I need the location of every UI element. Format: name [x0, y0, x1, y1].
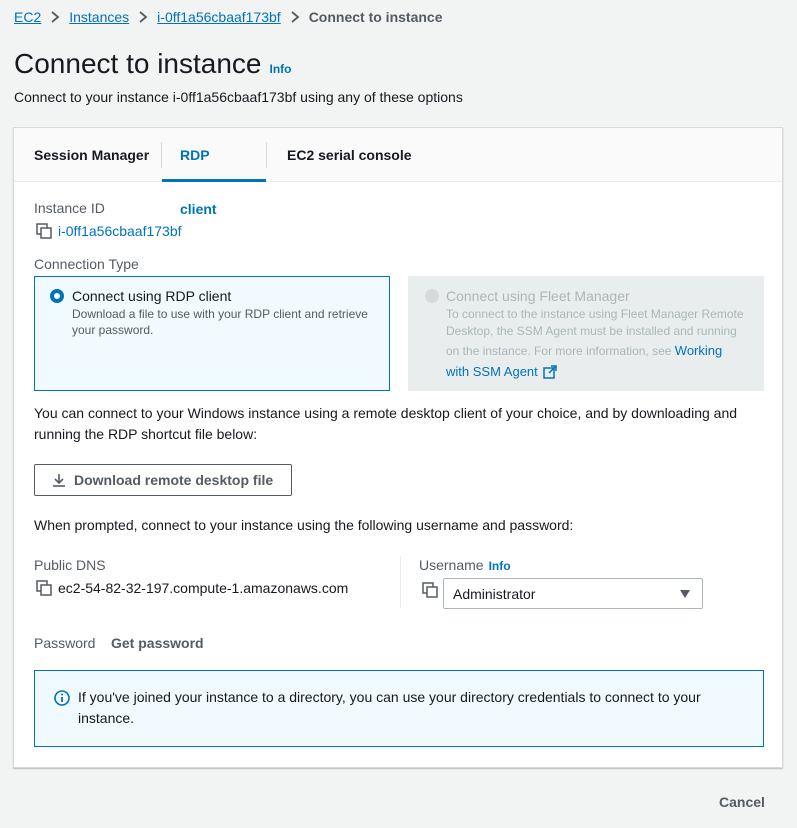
prompt-text: When prompted, connect to your instance using the following username and password:	[34, 517, 574, 533]
tab-rdp-client[interactable]: RDP client	[162, 128, 266, 182]
chevron-right-icon	[50, 11, 60, 23]
rdp-instructions	[34, 403, 764, 445]
column-divider	[400, 556, 401, 608]
fleet-desc-line	[446, 363, 744, 380]
chevron-right-icon	[138, 11, 148, 23]
rdp-desc-line: Download a file to use with your RDP client and retrieve	[72, 307, 368, 321]
breadcrumb-instance-id[interactable]: i-0ff1a56cbaaf173bf	[157, 9, 281, 25]
breadcrumb-current: Connect to instance	[308, 9, 443, 25]
breadcrumb-ec2[interactable]: EC2	[14, 9, 42, 25]
page-title-text: Connect to instance	[14, 48, 262, 79]
public-dns-label: Public DNS	[34, 557, 106, 573]
tab-session-manager[interactable]: Session Manager	[34, 147, 150, 163]
page-title	[14, 48, 292, 80]
info-alert	[34, 670, 764, 747]
info-circle-icon	[54, 690, 70, 706]
rdp-instructions-line: running the RDP shortcut file below:	[34, 426, 258, 442]
public-dns-value: ec2-54-82-32-197.compute-1.amazonaws.com	[58, 580, 349, 596]
rdp-client-radio[interactable]	[50, 289, 64, 303]
download-remote-desktop-file-button[interactable]	[34, 464, 292, 496]
rdp-desc-line: your password.	[72, 323, 154, 337]
fleet-manager-option-desc	[446, 306, 744, 380]
rdp-instructions-line: You can connect to your Windows instance using a remote desktop client of your choice, and by downloading and	[34, 405, 738, 421]
fleet-desc-line: To connect to the instance using Fleet Manager Remote	[446, 307, 744, 321]
info-alert-text	[78, 687, 701, 729]
tab-ec2-serial-console[interactable]: EC2 serial console	[287, 147, 412, 163]
fleet-desc-line: on the instance. For more information, see Working	[446, 343, 723, 358]
get-password-button[interactable]: Get password	[111, 635, 204, 651]
fleet-desc-line: Desktop, the SSM Agent must be installed and running	[446, 324, 737, 338]
rdp-client-option-desc	[72, 306, 368, 338]
username-label-row	[419, 557, 511, 573]
rdp-client-option-title: Connect using RDP client	[72, 288, 232, 304]
username-label: Username	[419, 557, 484, 573]
copy-icon[interactable]	[36, 580, 52, 596]
breadcrumb	[14, 9, 442, 25]
breadcrumb-instances[interactable]: Instances	[69, 9, 130, 25]
cancel-button[interactable]: Cancel	[719, 794, 765, 810]
instance-id-label: Instance ID	[34, 200, 105, 216]
page-subtitle: Connect to your instance i-0ff1a56cbaaf173bf using any of these options	[14, 89, 463, 105]
fleet-manager-radio	[425, 289, 439, 303]
connect-panel	[13, 127, 783, 768]
download-button-label: Download remote desktop file	[74, 472, 274, 488]
username-select[interactable]	[443, 578, 703, 609]
caret-down-icon	[679, 589, 691, 599]
instance-id-link[interactable]: i-0ff1a56cbaaf173bf	[58, 223, 182, 239]
working-ssm-agent-link[interactable]: with SSM Agent	[446, 364, 538, 379]
username-selected-value: Administrator	[453, 585, 536, 602]
fleet-manager-option	[408, 276, 764, 391]
download-icon	[52, 473, 66, 487]
external-link-icon	[543, 365, 557, 379]
info-alert-line: If you've joined your instance to a directory, you can use your directory credentials to connect to your	[78, 689, 701, 705]
copy-icon[interactable]	[36, 223, 52, 239]
public-dns-row	[36, 580, 348, 596]
info-alert-line: instance.	[78, 710, 135, 726]
copy-icon[interactable]	[422, 582, 438, 598]
rdp-client-option[interactable]	[34, 276, 390, 391]
username-info-link[interactable]: Info	[488, 559, 511, 573]
info-link[interactable]: Info	[269, 62, 292, 76]
instance-id-row	[36, 223, 182, 239]
fleet-manager-option-title: Connect using Fleet Manager	[446, 288, 630, 304]
password-label: Password	[34, 635, 96, 651]
connection-type-label: Connection Type	[34, 256, 139, 272]
working-ssm-agent-link[interactable]: Working	[674, 343, 723, 358]
chevron-right-icon	[290, 11, 300, 23]
